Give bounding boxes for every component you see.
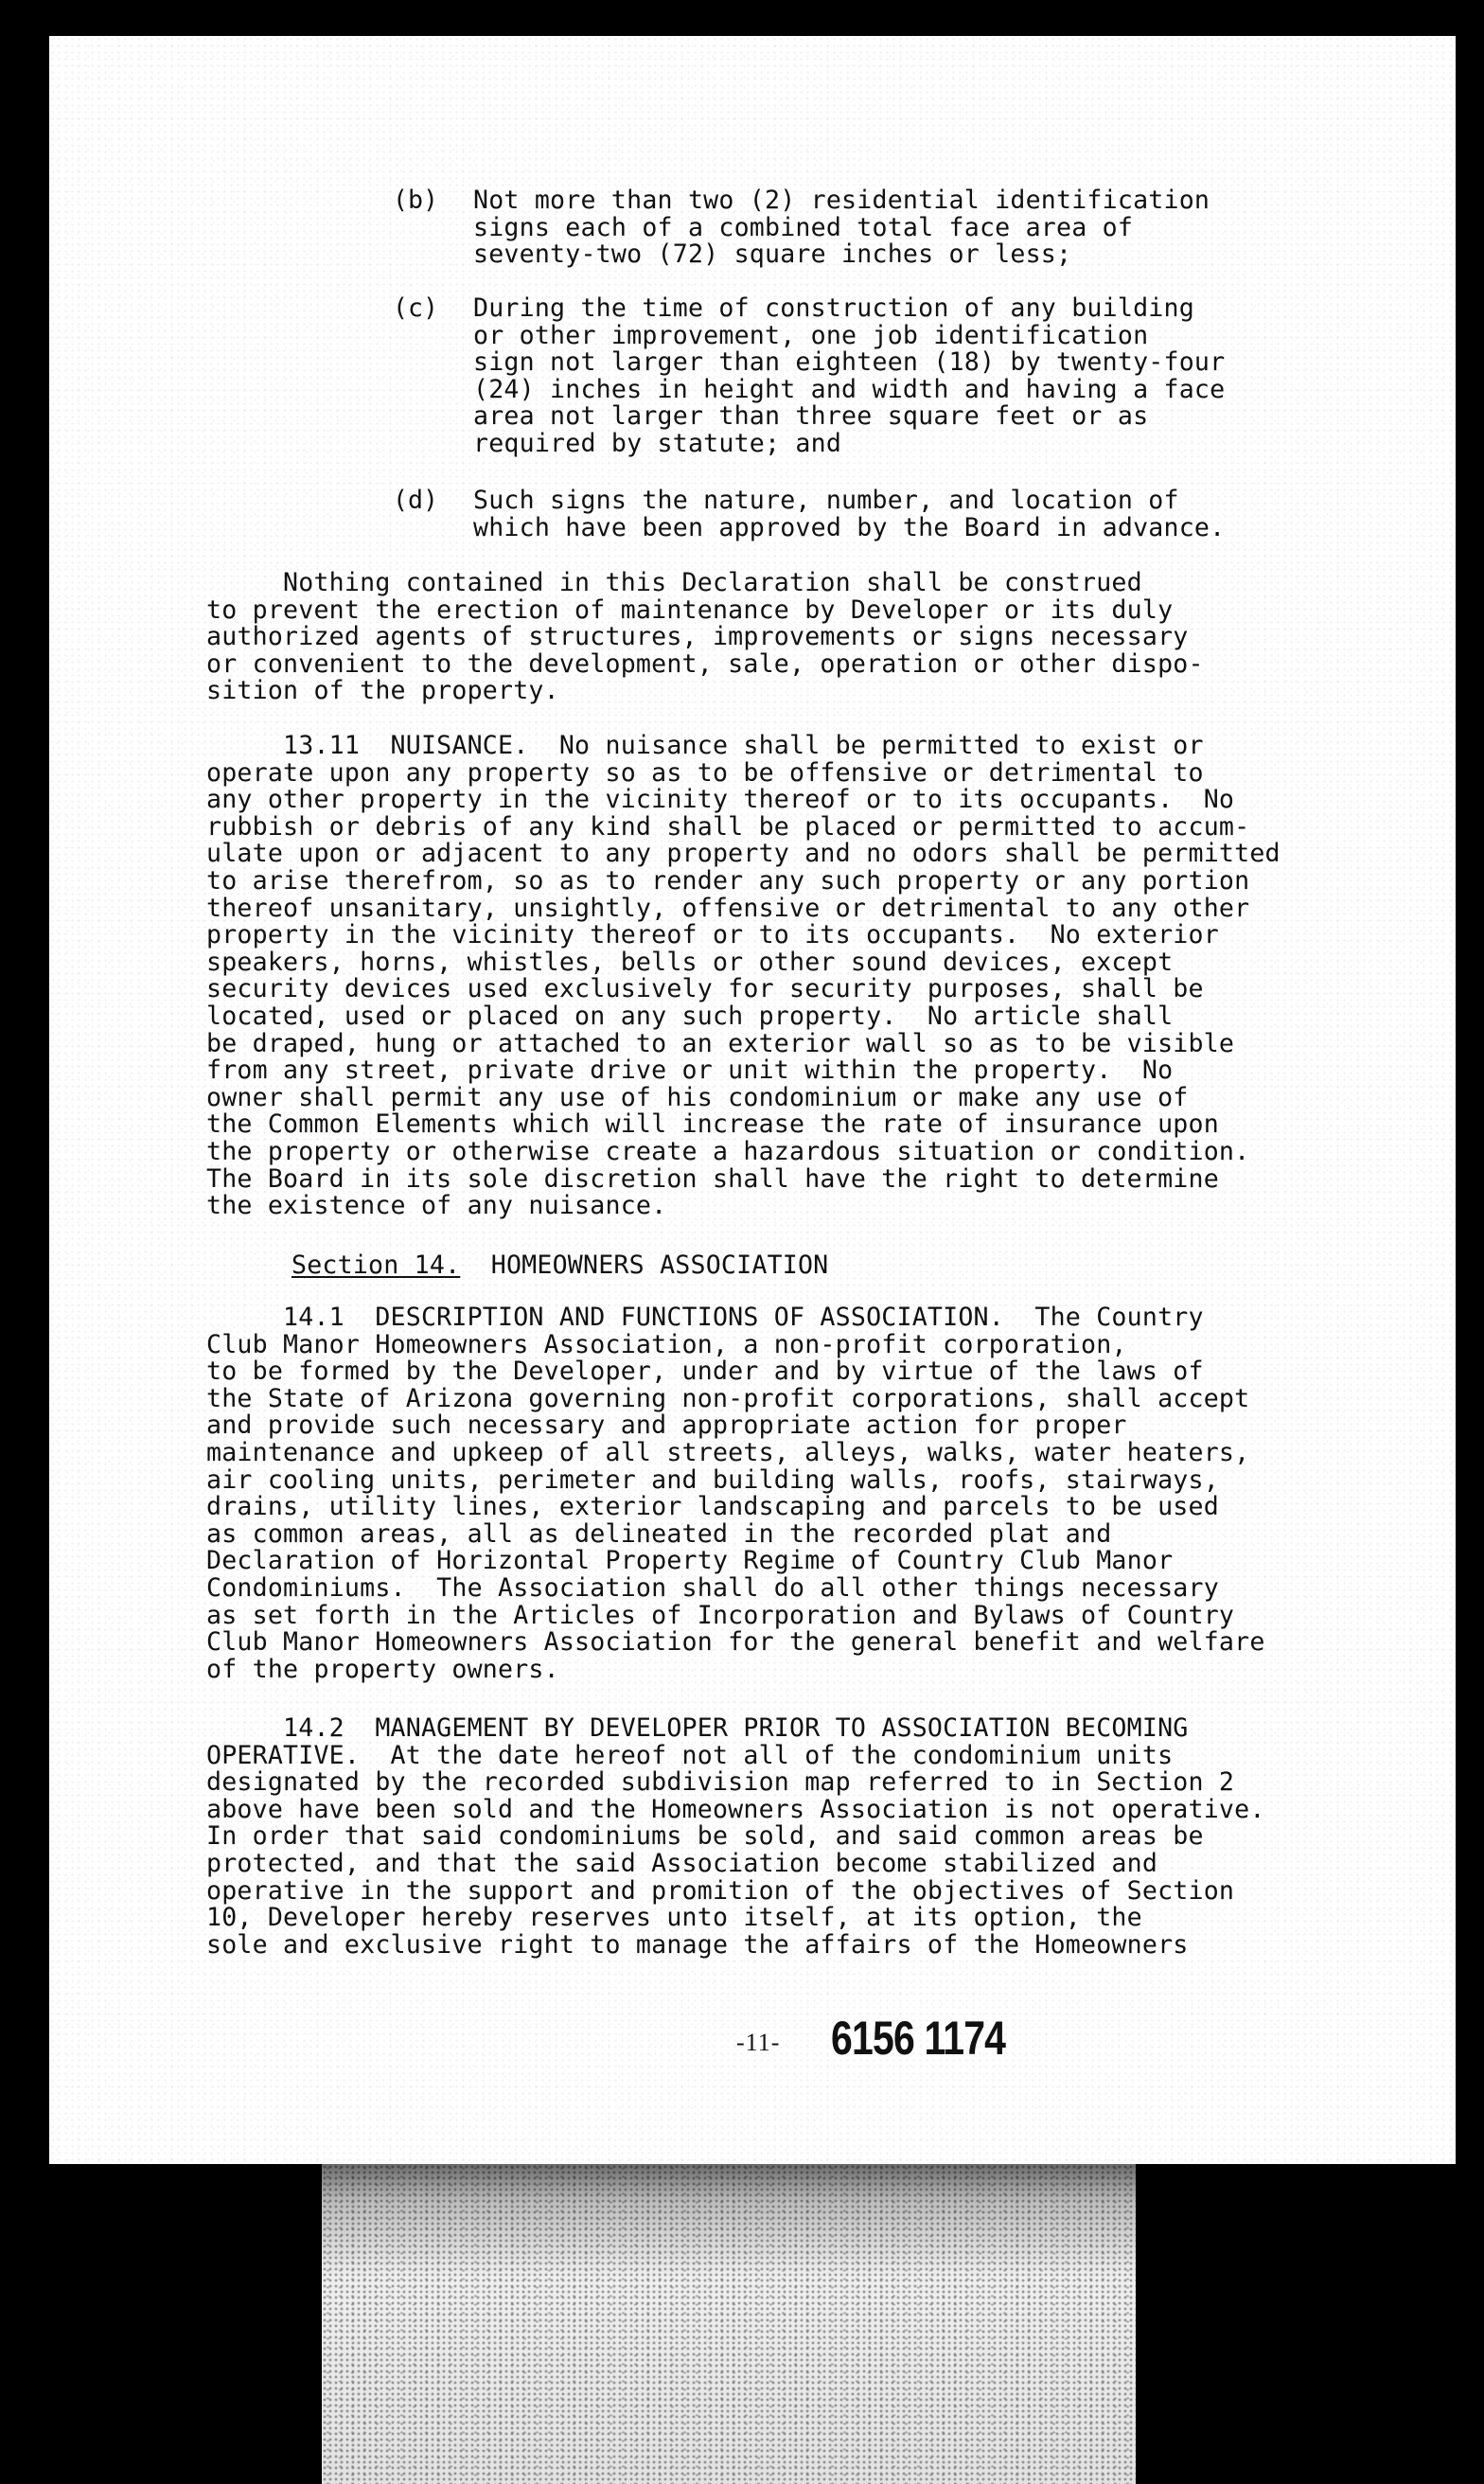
section-14-title: HOMEOWNERS ASSOCIATION	[460, 1251, 829, 1280]
item-d-marker: (d)	[393, 486, 439, 515]
item-b-marker: (b)	[393, 186, 439, 215]
page-number: -11-	[736, 2029, 781, 2056]
section-14-label: Section 14.	[292, 1251, 461, 1280]
section-14-heading	[292, 1252, 828, 1280]
item-c-text: During the time of construction of any building or other improvement, one job identification sign not larger than eighteen (18) by twenty-four (24) inches in height and width and having a face area not larger than three square feet or as required by statute; and	[473, 293, 1226, 458]
item-d-text: Such signs the nature, number, and location of which have been approved by the Board in advance.	[473, 486, 1226, 542]
book-page-stamp: 6156 1174	[831, 2012, 1006, 2065]
item-c-marker: (c)	[393, 293, 439, 323]
item-b-text: Not more than two (2) residential identification signs each of a combined total face area of seventy-two (72) square inches or less;	[473, 186, 1210, 270]
paragraph-14-2: 14.2 MANAGEMENT BY DEVELOPER PRIOR TO ASSOCIATION BECOMING OPERATIVE. At the date hereof not all of the condominium units designated by the recorded subdivision map referred to in Section 2 above have been sold and the Homeowners Association is not operative. In order that said condominiums be sold, and said common areas be protected, and that the said Association become stabilized and operative in the support and promition of the objectives of Section 10, Developer hereby reserves unto itself, at its option, the sole and exclusive right to manage the affairs of the Homeowners	[206, 1713, 1265, 1960]
paragraph-declaration-construction: Nothing contained in this Declaration shall be construed to prevent the erection of maintenance by Developer or its duly authorized agents of structures, improvements or signs necessary or convenient to the development, sale, operation or other dispo- sition of the property.	[206, 568, 1204, 706]
scan-background-strip	[322, 2164, 1136, 2484]
paragraph-14-1: 14.1 DESCRIPTION AND FUNCTIONS OF ASSOCIATION. The Country Club Manor Homeowners Association, a non-profit corporation, to be formed by the Developer, under and by virtue of the laws of the State of Arizona governing non-profit corporations, shall accept and provide such necessary and appropriate action for proper maintenance and upkeep of all streets, alleys, walks, water heaters, air cooling units, perimeter and building walls, roofs, stairways, drains, utility lines, exterior landscaping and parcels to be used as common areas, all as delineated in the recorded plat and Declaration of Horizontal Property Regime of Country Club Manor Condominiums. The Association shall do all other things necessary as set forth in the Articles of Incorporation and Bylaws of Country Club Manor Homeowners Association for the general benefit and welfare of the property owners.	[206, 1303, 1265, 1684]
paragraph-nuisance: 13.11 NUISANCE. No nuisance shall be permitted to exist or operate upon any property so as to be offensive or detrimental to any other property in the vicinity thereof or to its occupants. No rubbish or debris of any kind shall be placed or permitted to accum- ulate upon or adjacent to any property and no odors shall be permitted to arise therefrom, so as to render any such property or any portion thereof unsanitary, unsightly, offensive or detrimental to any other property in the vicinity thereof or to its occupants. No exterior speakers, horns, whistles, bells or other sound devices, except security devices used exclusively for security purposes, shall be located, used or placed on any such property. No article shall be draped, hung or attached to an exterior wall so as to be visible from any street, private drive or unit within the property. No owner shall permit any use of his condominium or make any use of the Common Elements which will increase the rate of insurance upon the property or otherwise create a hazardous situation or condition. The Board in its sole discretion shall have the right to determine the existence of any nuisance.	[206, 731, 1281, 1221]
